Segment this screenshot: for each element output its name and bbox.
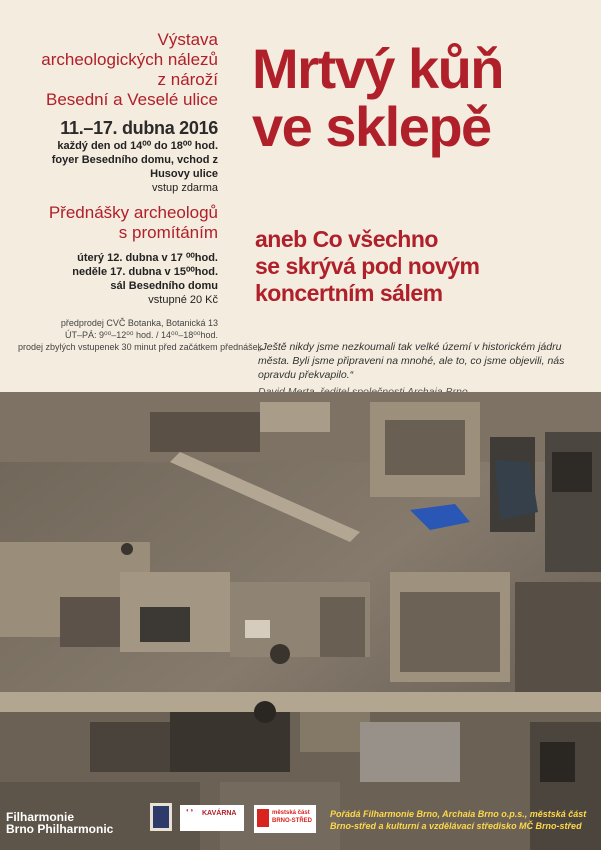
exhibition-line: archeologických nálezů — [41, 50, 218, 69]
exhibition-line: z nároží — [157, 70, 218, 89]
lectures-heading — [18, 203, 218, 243]
presale-line: prodej zbylých vstupenek 30 minut před začátkem přednášek — [18, 342, 263, 352]
lecture-2: neděle 17. dubna v 15⁰⁰hod. — [72, 266, 218, 278]
lecture-price: vstupné 20 Kč — [148, 294, 218, 306]
subtitle-line: koncertním sálem — [255, 280, 443, 306]
logo-line: Filharmonie — [6, 810, 75, 824]
footer — [0, 795, 601, 850]
logo-line: Brno Philharmonic — [6, 822, 114, 836]
kavarna-text: KAVÁRNA — [202, 810, 237, 817]
exhibition-hours: každý den od 14⁰⁰ do 18⁰⁰ hod. — [57, 140, 218, 152]
excavation-photo — [0, 392, 601, 850]
quote — [258, 340, 588, 399]
brno-stred-logo — [254, 805, 316, 833]
subtitle-line: se skrývá pod novým — [255, 253, 480, 279]
exhibition-line: Výstava — [157, 30, 218, 49]
info-column — [18, 30, 263, 353]
lecture-place: sál Besedního domu — [110, 280, 218, 292]
exhibition-place: foyer Besedního domu, vchod z Husovy ulice — [51, 154, 218, 180]
subtitle — [255, 226, 585, 307]
title-line: Mrtvý kůň — [252, 37, 503, 100]
organizers-credits: Pořádá Filharmonie Brno, Archaia Brno o.p.s., městská část Brno-střed a kulturní a vzdělávací středisko MČ Brno-střed — [330, 809, 587, 831]
exhibition-entry: vstup zdarma — [151, 182, 218, 194]
lecture-1: úterý 12. dubna v 17 ⁰⁰hod. — [77, 252, 218, 264]
crest-logo — [150, 803, 172, 831]
presale-line: ÚT–PÁ: 9⁰⁰–12⁰⁰ hod. / 14⁰⁰–18⁰⁰hod. — [65, 330, 218, 340]
quote-text: „Ještě nikdy jsme nezkoumali tak velké území v historickém jádru města. Byli jsme připraveni na mnohé, ale to, co jsme objevili, nás opravdu překvapilo.“ — [258, 341, 565, 381]
header-panel — [0, 0, 601, 390]
subtitle-line: aneb Co všechno — [255, 226, 438, 252]
kavarna-logo: ◐◑ KAVÁRNA — [180, 805, 244, 831]
exhibition-date: 11.–17. dubna 2016 — [60, 118, 218, 138]
title-line: ve sklepě — [252, 95, 491, 158]
exhibition-heading — [18, 30, 218, 110]
lectures-heading-line: Přednášky archeologů — [48, 203, 218, 222]
presale-line: předprodej CVČ Botanka, Botanická 13 — [60, 318, 218, 328]
main-title — [252, 37, 592, 158]
filharmonie-logo — [6, 811, 113, 835]
brno-stred-text: městská část BRNO-STŘED — [272, 810, 312, 824]
lectures-heading-line: s promítáním — [118, 223, 218, 242]
exhibition-line: Besední a Veselé ulice — [45, 90, 218, 109]
